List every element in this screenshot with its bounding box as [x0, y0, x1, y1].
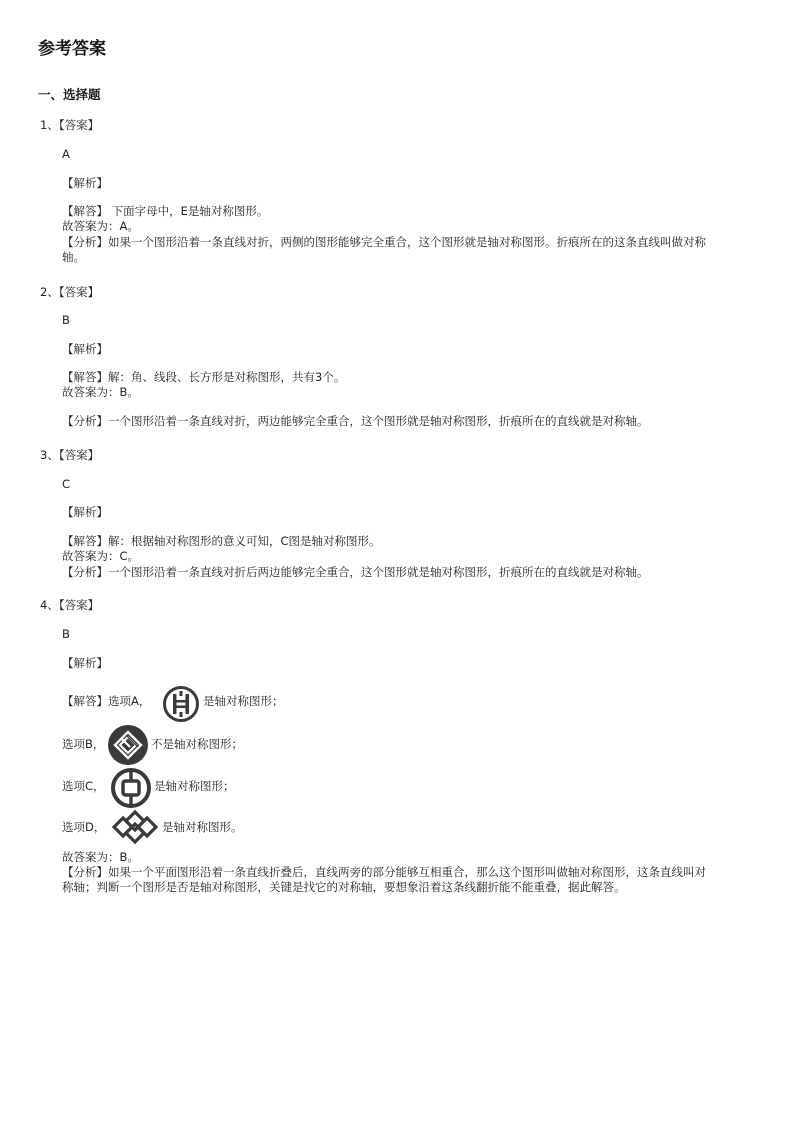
- q4-option-b-suffix: 不是轴对称图形；: [151, 737, 243, 751]
- q2-heading: 2、【答案】: [40, 285, 100, 299]
- q2-fenxi: 【分析】一个图形沿着一条直线对折，两边能够完全重合，这个图形就是轴对称图形，折痕所在的直线就是对称轴。: [62, 414, 649, 428]
- q3-jieda: 【解答】解：根据轴对称图形的意义可知，C图是轴对称图形。: [62, 534, 381, 548]
- q1-fenxi: 【分析】如果一个图形沿着一条直线对折，两侧的图形能够完全重合，这个图形就是轴对称图形。折痕所在的这条直线叫做对称轴。: [62, 235, 706, 264]
- mobile-logo-icon: [107, 724, 149, 766]
- q1-jiexi-label: 【解析】: [62, 176, 108, 190]
- q4-option-d-suffix: 是轴对称图形。: [162, 820, 243, 834]
- q1-conclusion: 故答案为：A。: [62, 219, 139, 233]
- q4-heading: 4、【答案】: [40, 598, 100, 612]
- q2-answer: B: [62, 313, 70, 327]
- q3-fenxi: 【分析】一个图形沿着一条直线对折后两边能够完全重合，这个图形就是轴对称图形，折痕所在的直线就是对称轴。: [62, 565, 649, 579]
- chinese-knot-logo-icon: [110, 808, 160, 846]
- q1-answer: A: [62, 147, 70, 161]
- q4-option-a-suffix: 是轴对称图形；: [203, 694, 284, 708]
- q3-heading: 3、【答案】: [40, 448, 100, 462]
- q3-answer: C: [62, 477, 71, 491]
- q3-jiexi-label: 【解析】: [62, 505, 108, 519]
- q4-option-c-suffix: 是轴对称图形；: [154, 779, 235, 793]
- bank-of-china-logo-icon: [110, 767, 152, 809]
- q2-jieda: 【解答】解：角、线段、长方形是对称图形，共有3个。: [62, 370, 346, 384]
- page-title: 参考答案: [38, 39, 106, 59]
- q4-fenxi: 【分析】如果一个平面图形沿着一条直线折叠后，直线两旁的部分能够互相重合，那么这个图形叫做轴对称图形，这条直线叫对称轴；判断一个图形是否是轴对称图形，关键是找它的对称轴，要想象沿着这条线翻折能不能重叠，据此解答。: [62, 865, 706, 894]
- q2-conclusion: 故答案为：B。: [62, 385, 139, 399]
- section-heading: 一、选择题: [38, 87, 101, 102]
- q4-option-c-prefix: 选项C，: [62, 779, 105, 793]
- q4-jiexi-label: 【解析】: [62, 656, 108, 670]
- q2-jiexi-label: 【解析】: [62, 342, 108, 356]
- q4-conclusion: 故答案为：B。: [62, 850, 139, 864]
- q1-heading: 1、【答案】: [40, 118, 100, 132]
- q3-conclusion: 故答案为：C。: [62, 549, 140, 563]
- q4-option-a-prefix: 【解答】选项A，: [62, 694, 151, 708]
- q4-option-d-prefix: 选项D，: [62, 820, 106, 834]
- bank-logo-icon: [162, 685, 200, 723]
- q4-answer: B: [62, 627, 70, 641]
- q4-option-b-prefix: 选项B，: [62, 737, 105, 751]
- q1-jieda: 【解答】 下面字母中，E是轴对称图形。: [62, 204, 269, 218]
